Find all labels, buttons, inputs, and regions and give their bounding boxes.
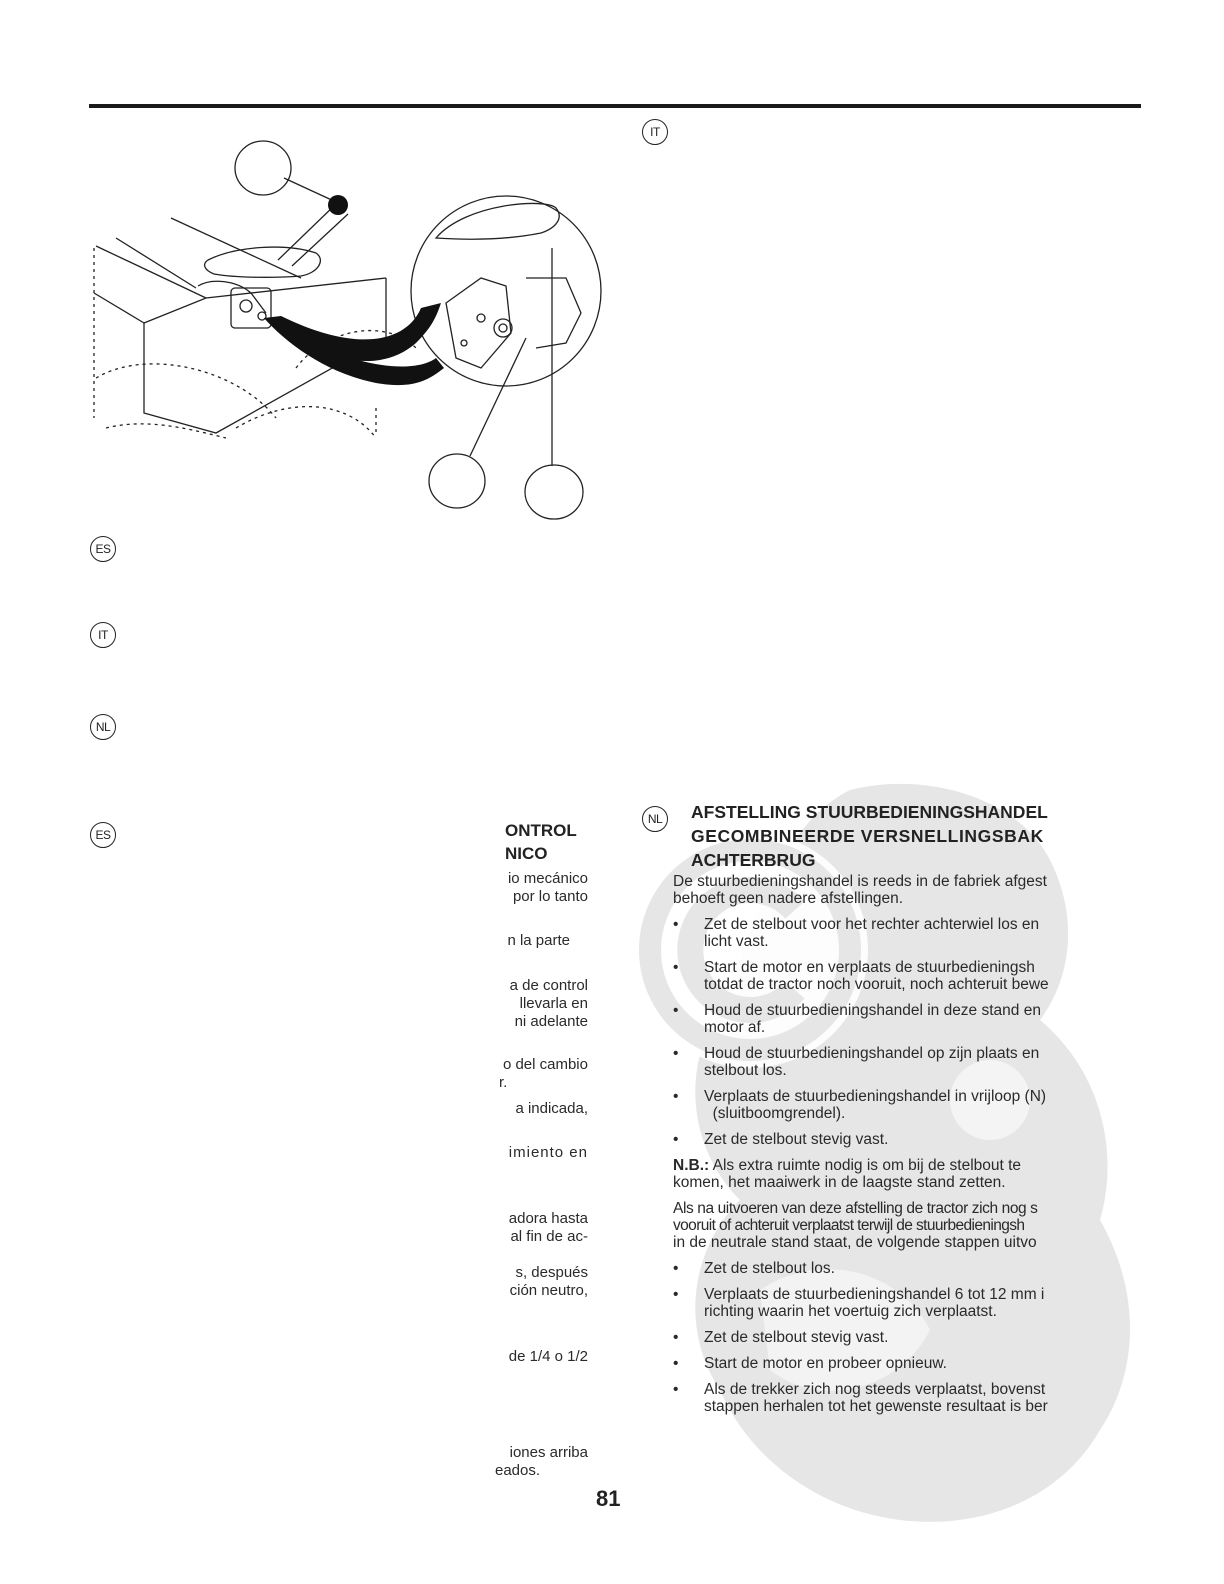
callout-circle-top bbox=[235, 141, 291, 195]
es-line-fragment: llevarla en bbox=[519, 995, 588, 1012]
nl-fix-steps bbox=[673, 1260, 1103, 1415]
list-item bbox=[673, 1045, 1103, 1079]
bullet-icon: • bbox=[673, 1381, 679, 1398]
list-item bbox=[673, 1002, 1103, 1036]
after-line: vooruit of achteruit verplaatst terwijl de stuurbedieningsh bbox=[673, 1217, 1025, 1234]
nl-after-paragraph bbox=[673, 1200, 1103, 1251]
nl-intro-line: De stuurbedieningshandel is reeds in de fabriek afgest bbox=[673, 873, 1047, 890]
bullet-icon: • bbox=[673, 1045, 679, 1062]
es-line-fragment: eados. bbox=[495, 1462, 541, 1479]
bullet-icon: • bbox=[673, 1260, 679, 1277]
step-line: (sluitboomgrendel). bbox=[704, 1105, 846, 1122]
step-line: Als de trekker zich nog steeds verplaatst, bovenst bbox=[704, 1381, 1046, 1398]
top-rule bbox=[89, 104, 1141, 108]
step-line: totdat de tractor noch vooruit, noch achteruit bewe bbox=[704, 976, 1049, 993]
es-line-fragment: n la parte bbox=[507, 932, 570, 949]
es-line-fragment: o del cambio bbox=[502, 1056, 588, 1073]
es-line-fragment: al fin de ac- bbox=[510, 1228, 588, 1245]
bullet-icon: • bbox=[673, 1329, 679, 1346]
note-line: komen, het maaiwerk in de laagste stand zetten. bbox=[673, 1174, 1006, 1191]
step-line: Start de motor en verplaats de stuurbedieningsh bbox=[704, 959, 1035, 976]
language-mark-es-first: ES bbox=[90, 536, 116, 562]
es-line-fragment: a de control bbox=[509, 977, 588, 994]
es-line-fragment: io mecánico bbox=[507, 870, 588, 887]
step-line: Start de motor en probeer opnieuw. bbox=[704, 1355, 947, 1372]
es-line-fragment: ni adelante bbox=[514, 1013, 588, 1030]
es-line-fragment: imiento en bbox=[508, 1144, 588, 1161]
steering-control-lever-illustration bbox=[86, 128, 606, 528]
es-line-fragment: iones arriba bbox=[509, 1444, 588, 1461]
es-heading-fragment-2: NICO bbox=[505, 844, 548, 863]
nl-note bbox=[673, 1157, 1103, 1191]
after-line: in de neutrale stand staat, de volgende stappen uitvo bbox=[673, 1234, 1037, 1251]
list-item bbox=[673, 1329, 1103, 1346]
es-line-fragment: r. bbox=[499, 1074, 508, 1091]
nl-section-heading bbox=[691, 800, 1111, 872]
step-line: Houd de stuurbedieningshandel op zijn plaats en bbox=[704, 1045, 1040, 1062]
after-line: Als na uitvoeren van deze afstelling de tractor zich nog s bbox=[673, 1200, 1038, 1217]
nl-heading-line-1: AFSTELLING STUURBEDIENINGSHANDEL bbox=[691, 802, 1048, 822]
bullet-icon: • bbox=[673, 1355, 679, 1372]
callout-dot bbox=[328, 195, 348, 215]
step-line: Zet de stelbout voor het rechter achterwiel los en bbox=[704, 916, 1040, 933]
step-line: Verplaats de stuurbedieningshandel 6 tot 12 mm i bbox=[704, 1286, 1045, 1303]
es-line-fragment: ción neutro, bbox=[509, 1282, 588, 1299]
es-line-fragment: de 1/4 o 1/2 bbox=[508, 1348, 588, 1365]
page-number: 81 bbox=[596, 1486, 621, 1511]
bullet-icon: • bbox=[673, 916, 679, 933]
list-item bbox=[673, 959, 1103, 993]
language-mark-it-top: IT bbox=[642, 119, 668, 145]
bullet-icon: • bbox=[673, 1088, 679, 1105]
step-line: richting waarin het voertuig zich verplaatst. bbox=[704, 1303, 997, 1320]
es-line-fragment: a indicada, bbox=[515, 1100, 588, 1117]
bullet-icon: • bbox=[673, 1002, 679, 1019]
language-mark-it-second: IT bbox=[90, 622, 116, 648]
callout-circle-bottom-left bbox=[429, 454, 485, 508]
note-label: N.B.: bbox=[673, 1157, 710, 1174]
language-mark-nl-first: NL bbox=[90, 714, 116, 740]
nl-heading-line-2: GECOMBINEERDE VERSNELLINGSBAK bbox=[691, 826, 1044, 846]
step-line: Houd de stuurbedieningshandel in deze stand en bbox=[704, 1002, 1041, 1019]
list-item bbox=[673, 1131, 1103, 1148]
language-mark-es-second: ES bbox=[90, 822, 116, 848]
list-item bbox=[673, 1355, 1103, 1372]
nl-adjustment-steps bbox=[673, 916, 1103, 1148]
step-line: licht vast. bbox=[704, 933, 769, 950]
note-line: Als extra ruimte nodig is om bij de stelbout te bbox=[709, 1157, 1022, 1174]
nl-intro-line: behoeft geen nadere afstellingen. bbox=[673, 890, 904, 907]
list-item bbox=[673, 1381, 1103, 1415]
es-line-fragment: s, después bbox=[515, 1264, 588, 1281]
step-line: stappen herhalen tot het gewenste resultaat is ber bbox=[704, 1398, 1048, 1415]
step-line: motor af. bbox=[704, 1019, 766, 1036]
step-line: Zet de stelbout stevig vast. bbox=[704, 1131, 889, 1148]
step-line: stelbout los. bbox=[704, 1062, 787, 1079]
step-line: Zet de stelbout los. bbox=[704, 1260, 835, 1277]
list-item bbox=[673, 916, 1103, 950]
nl-section-body bbox=[673, 873, 1103, 1424]
step-line: Verplaats de stuurbedieningshandel in vrijloop (N) bbox=[704, 1088, 1047, 1105]
bullet-icon: • bbox=[673, 959, 679, 976]
callout-circle-bottom-right bbox=[525, 465, 583, 519]
language-mark-nl-section: NL bbox=[642, 806, 668, 832]
list-item bbox=[673, 1088, 1103, 1122]
step-line: Zet de stelbout stevig vast. bbox=[704, 1329, 889, 1346]
nl-heading-line-3: ACHTERBRUG bbox=[691, 850, 816, 870]
nl-intro bbox=[673, 873, 1103, 907]
list-item bbox=[673, 1260, 1103, 1277]
es-line-fragment: adora hasta bbox=[508, 1210, 588, 1227]
es-heading-fragment-1: ONTROL bbox=[505, 821, 577, 840]
list-item bbox=[673, 1286, 1103, 1320]
es-line-fragment: por lo tanto bbox=[512, 888, 588, 905]
bullet-icon: • bbox=[673, 1131, 679, 1148]
bullet-icon: • bbox=[673, 1286, 679, 1303]
